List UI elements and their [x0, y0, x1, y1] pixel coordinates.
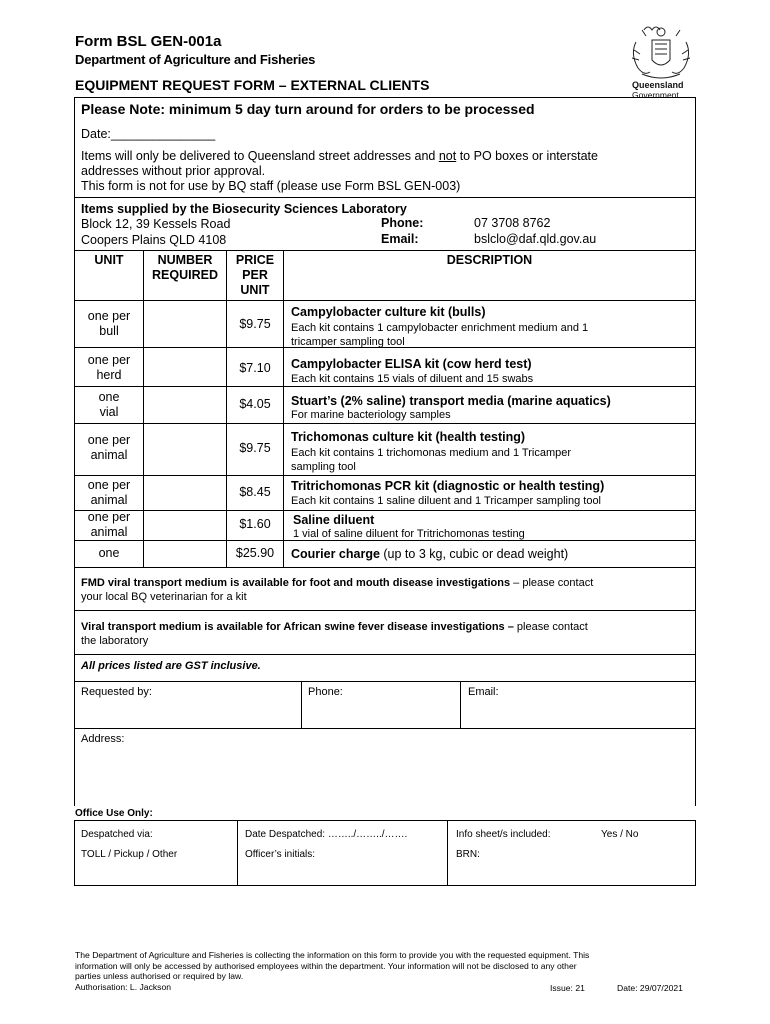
row-description: Each kit contains 1 saline diluent and 1 Tricamper sampling tool — [291, 495, 602, 507]
email-field[interactable] — [462, 683, 694, 726]
number-required-input[interactable] — [146, 426, 224, 472]
despatch-options: TOLL / Pickup / Other — [81, 849, 178, 860]
row-title: Tritrichomonas PCR kit (diagnostic or health testing) — [291, 479, 605, 493]
phone-field[interactable] — [303, 683, 458, 726]
supplier-phone-label: Phone: — [381, 216, 424, 230]
row-description: Each kit contains 15 vials of diluent and 15 swabs — [291, 373, 534, 385]
supplier-phone: 07 3708 8762 — [474, 216, 551, 230]
row-price: $25.90 — [235, 546, 275, 560]
col-header-number — [144, 253, 226, 283]
row-price: $9.75 — [239, 441, 271, 455]
issue-number: Issue: 21 — [550, 983, 585, 993]
bq-staff-notice: This form is not for use by BQ staff (please use Form BSL GEN-003) — [81, 179, 461, 193]
brn-label: BRN: — [456, 849, 480, 860]
delivery-not: not — [438, 149, 457, 163]
number-required-input[interactable] — [146, 389, 224, 421]
row-title: Courier charge (up to 3 kg, cubic or dead weight) — [291, 547, 569, 561]
row-unit: one vial — [98, 390, 120, 419]
delivery-notice — [81, 149, 598, 164]
row-title: Stuart’s (2% saline) transport media (marine aquatics) — [291, 394, 611, 408]
delivery-notice-line2: addresses without prior approval. — [81, 164, 266, 178]
row-unit: one — [98, 546, 120, 560]
gst-notice: All prices listed are GST inclusive. — [81, 660, 261, 672]
form-title: EQUIPMENT REQUEST FORM – EXTERNAL CLIENTS — [75, 77, 430, 93]
address-field[interactable] — [76, 730, 694, 804]
row-description: 1 vial of saline diluent for Tritrichomonas testing — [293, 528, 525, 540]
despatched-via-label: Despatched via: — [81, 829, 153, 840]
supplier-email: bslclo@daf.qld.gov.au — [474, 232, 597, 246]
number-required-input[interactable] — [146, 350, 224, 384]
row-description: Each kit contains 1 campylobacter enrichment medium and 1 tricamper sampling tool — [291, 322, 589, 348]
col-header-unit: UNIT — [94, 253, 124, 267]
col-header-description: DESCRIPTION — [446, 253, 533, 267]
row-title: Campylobacter ELISA kit (cow herd test) — [291, 357, 532, 371]
form-code: Form BSL GEN-001a — [75, 33, 222, 50]
row-description: Each kit contains 1 trichomonas medium and 1 Tricamper sampling tool — [291, 447, 572, 473]
row-title: Trichomonas culture kit (health testing) — [291, 430, 526, 444]
row-unit: one per animal — [87, 478, 131, 507]
turnaround-note: Please Note: minimum 5 day turn around for orders to be processed — [81, 101, 535, 117]
privacy-statement: The Department of Agriculture and Fisheries is collecting the information on this form to provide you with the requested equipment. This information will only be accessed by authorised employees within the department. Your information will not be disclosed to any other parties unless authorised or required by law. — [75, 950, 590, 981]
row-title: Campylobacter culture kit (bulls) — [291, 305, 486, 319]
number-required-input[interactable] — [146, 542, 224, 565]
row-price: $1.60 — [239, 517, 271, 531]
number-required-input[interactable] — [146, 512, 224, 538]
row-title: Saline diluent — [293, 513, 375, 527]
requested-by-field[interactable] — [76, 683, 299, 726]
row-price: $8.45 — [239, 485, 271, 499]
row-price: $9.75 — [239, 317, 271, 331]
supplier-address-2: Coopers Plains QLD 4108 — [81, 233, 227, 247]
phone-label: Phone: — [308, 686, 343, 698]
row-price: $4.05 — [239, 397, 271, 411]
col-header-price-line1: PRICE — [235, 253, 275, 267]
address-label: Address: — [81, 733, 125, 745]
row-unit: one per herd — [87, 353, 131, 382]
info-sheets-yes-no: Yes / No — [601, 829, 639, 840]
row-description: For marine bacteriology samples — [291, 409, 451, 421]
date-despatched-label: Date Despatched: ……../……../……. — [245, 829, 408, 840]
email-label: Email: — [468, 686, 499, 698]
date-field[interactable]: Date:_______________ — [81, 127, 216, 141]
fmd-notice: FMD viral transport medium is available for foot and mouth disease investigations – please contact your local BQ veterinarian for a kit — [81, 577, 594, 603]
row-price: $7.10 — [239, 361, 271, 375]
supplier-email-label: Email: — [381, 232, 419, 246]
logo-line-2: Government — [632, 90, 679, 100]
logo-line-1: Queensland — [632, 80, 684, 90]
number-required-input[interactable] — [146, 478, 224, 508]
row-unit: one per animal — [87, 510, 131, 539]
officer-initials-label: Officer’s initials: — [245, 849, 316, 860]
col-header-price-line2: PER — [242, 268, 268, 282]
asf-notice: Viral transport medium is available for African swine fever disease investigations – please contact the laboratory — [81, 621, 588, 647]
col-header-price — [227, 253, 283, 298]
delivery-suffix: to PO boxes or interstate — [456, 149, 598, 163]
col-header-price-line3: UNIT — [240, 283, 270, 297]
supplier-heading: Items supplied by the Biosecurity Sciences Laboratory — [81, 202, 407, 216]
delivery-prefix: Items will only be delivered to Queensland street addresses and — [81, 149, 439, 163]
supplier-address-1: Block 12, 39 Kessels Road — [81, 217, 231, 231]
number-required-input[interactable] — [146, 304, 224, 344]
issue-date: Date: 29/07/2021 — [617, 983, 683, 993]
office-use-heading: Office Use Only: — [75, 808, 153, 819]
col-header-number-line1: NUMBER — [157, 253, 213, 267]
authorisation: Authorisation: L. Jackson — [75, 982, 172, 992]
col-header-number-line2: REQUIRED — [152, 268, 218, 282]
info-sheets-label: Info sheet/s included: — [456, 829, 551, 840]
row-unit: one per animal — [87, 433, 131, 462]
department-name: Department of Agriculture and Fisheries — [75, 52, 316, 67]
row-unit: one per bull — [87, 309, 131, 338]
requested-by-label: Requested by: — [81, 686, 152, 698]
